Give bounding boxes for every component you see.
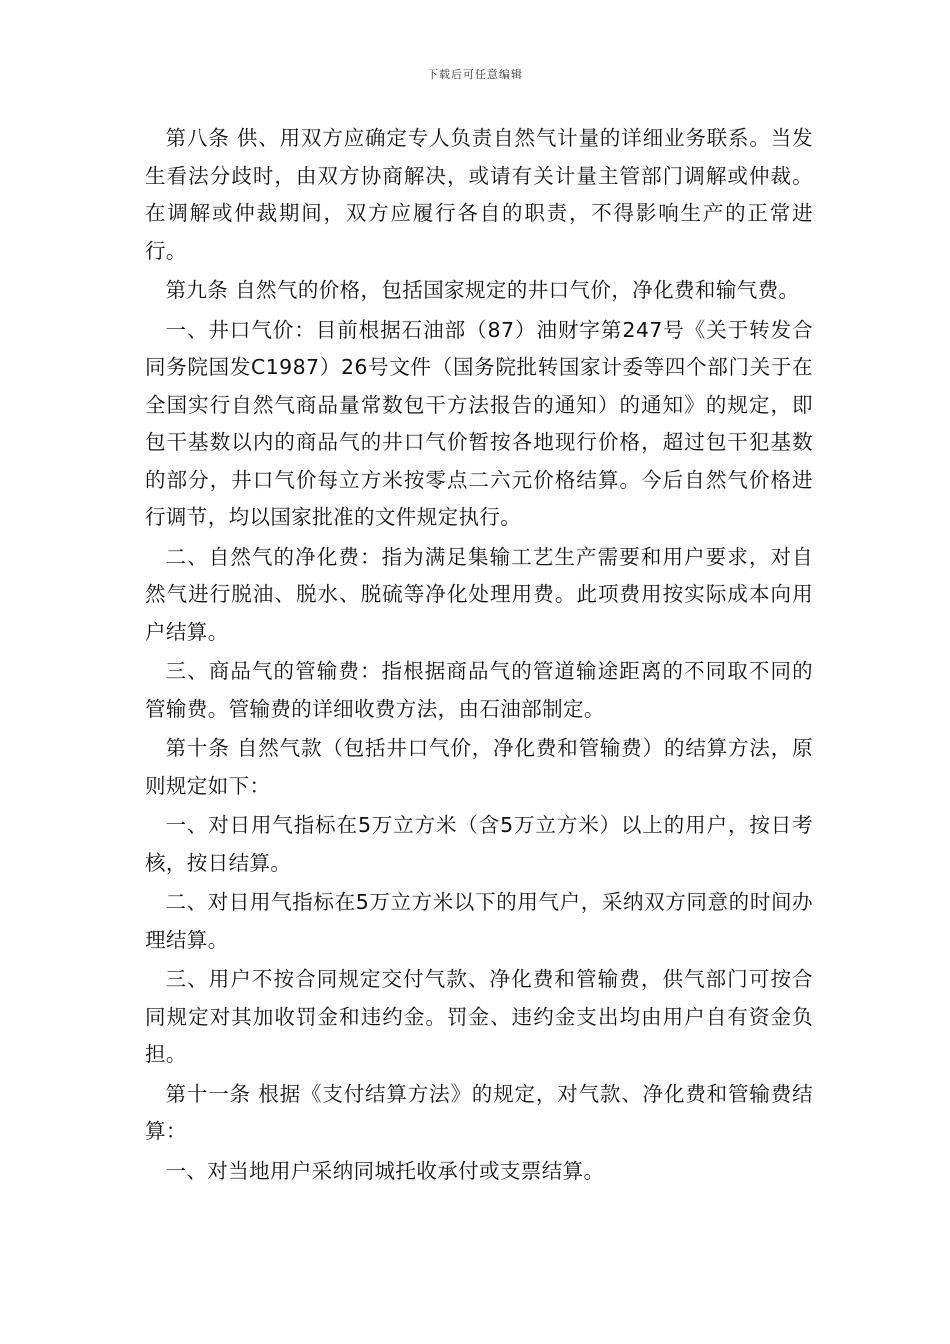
- paragraph-article-9-item-1: 一、井口气价：目前根据石油部（87）油财字第247号《关于转发合同务院国发C1987）26号文件（国务院批转国家计委等四个部门关于在全国实行自然气商品量常数包干方法报告的通知）的通知》的规定，即包干基数以内的商品气的井口气价暂按各地现行价格，超过包干犯基数的部分，井口气价每立方米按零点二六元价格结算。今后自然气价格进行调节，均以国家批准的文件规定执行。: [145, 317, 813, 529]
- paragraph-article-11-item-1: 一、对当地用户采纳同城托收承付或支票结算。: [165, 1158, 605, 1183]
- paragraph-article-10-item-3: 三、用户不按合同规定交付气款、净化费和管输费，供气部门可按合同规定对其加收罚金和违约金。罚金、违约金支出均由用户自有资金负担。: [145, 967, 813, 1066]
- paragraph-article-10-item-2: 二、对日用气指标在5万立方米以下的用气户，采纳双方同意的时间办理结算。: [145, 890, 813, 952]
- paragraph-article-9-item-3: 三、商品气的管输费：指根据商品气的管道输途距离的不同取不同的管输费。管输费的详细收费方法，由石油部制定。: [145, 659, 813, 721]
- paragraph-article-9-item-2: 二、自然气的净化费：指为满足集输工艺生产需要和用户要求，对自然气进行脱油、脱水、脱硫等净化处理用费。此项费用按实际成本向用户结算。: [145, 544, 813, 644]
- document-body: [145, 120, 813, 1192]
- paragraph-article-10: 第十条 自然气款（包括井口气价，净化费和管输费）的结算方法，原则规定如下：: [145, 736, 813, 798]
- paragraph-article-8: 第八条 供、用双方应确定专人负责自然气计量的详细业务联系。当发生看法分歧时，由双方协商解决，或请有关计量主管部门调解或仲裁。在调解或仲裁期间，双方应履行各自的职责，不得影响生产的正常进行。: [145, 126, 813, 263]
- paragraph-article-10-item-1: 一、对日用气指标在5万立方米（含5万立方米）以上的用户，按日考核，按日结算。: [145, 813, 813, 875]
- header-note: 下载后可任意编辑: [427, 68, 523, 81]
- paragraph-article-11: 第十一条 根据《支付结算方法》的规定，对气款、净化费和管输费结算：: [145, 1081, 813, 1143]
- paragraph-article-9: 第九条 自然气的价格，包括国家规定的井口气价，净化费和输气费。: [165, 278, 800, 302]
